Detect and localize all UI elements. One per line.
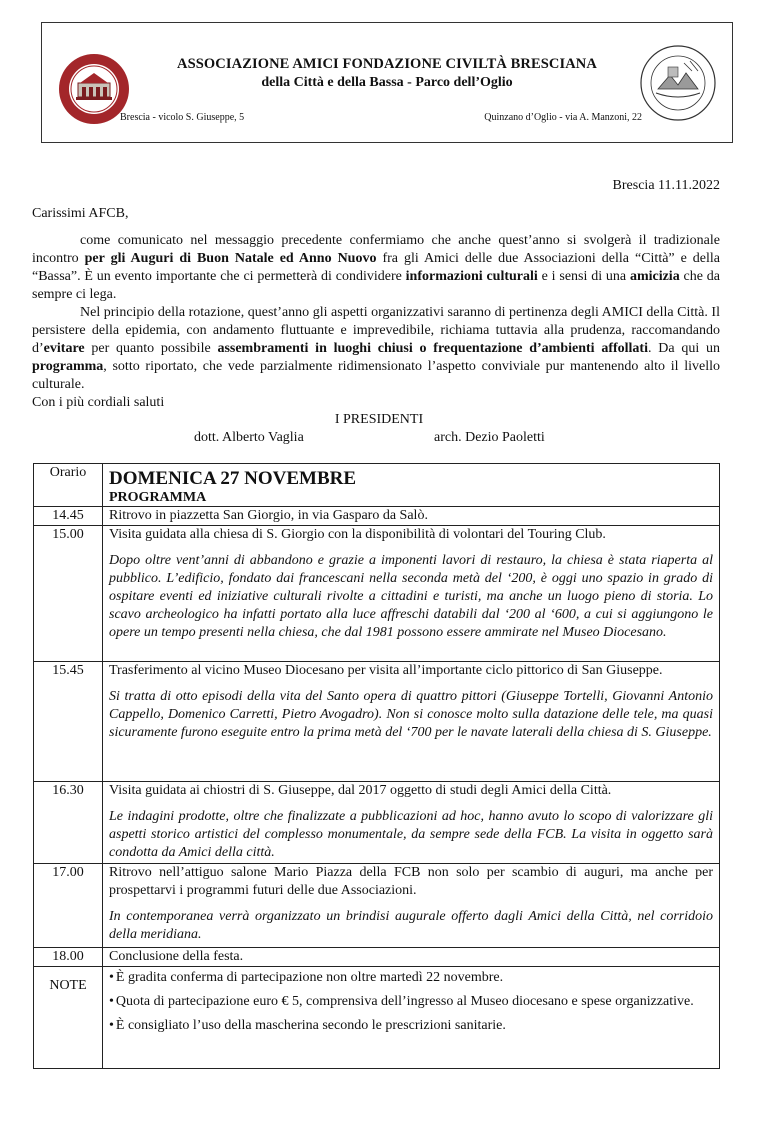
row-text: Ritrovo in piazzetta San Giorgio, in via Gasparo da Salò. [109,508,428,523]
row-description [103,948,720,967]
p2-bold-gatherings: assembramenti in luoghi chiusi o frequentazione d’ambienti affollati [217,341,648,356]
row-text: Trasferimento al vicino Museo Diocesano per visita all’importante ciclo pittorico di San Giuseppe. [109,663,663,678]
p1-text: e i sensi di una [537,269,630,284]
salutation: Carissimi AFCB, [32,206,129,221]
signature-paoletti: arch. Dezio Paoletti [434,430,545,445]
notes-label-text: NOTE [49,978,87,993]
p1-bold-friendship: amicizia [629,269,680,284]
note-item: • È consigliato l’uso della mascherina secondo le prescrizioni sanitarie. [109,1017,713,1035]
closing-line: Con i più cordiali saluti [32,395,165,410]
p2-text: per quanto possibile [84,341,218,356]
p2-text: , sotto riportato, che vede parzialmente ridimensionato l’aspetto conviviale pur mantenendo alto il livello culturale. [32,359,720,392]
row-time: 16.30 [34,782,103,864]
row-description [103,526,720,662]
p2-text: . Da qui un [647,341,720,356]
p1-text: come comunicato nel messaggio precedente confermiamo che anche quest’anno si svolgerà il tradizionale incontro [32,233,720,266]
table-row [34,782,720,864]
row-time: 18.00 [34,948,103,967]
event-date-title: DOMENICA 27 NOVEMBRE [109,468,357,489]
notes-row [34,967,720,1069]
row-time: 15.00 [34,526,103,662]
note-item: • Quota di partecipazione euro € 5, comprensiva dell’ingresso al Museo diocesano e spese organizzative. [109,993,713,1011]
bassa-seal-logo [640,45,716,121]
p1-text: fra gli Amici delle due Associazioni della “Città” e della “Bassa”. È un evento importante che ci permetterà di condividere [32,251,721,284]
paragraph-2 [32,304,720,394]
p2-text: Nel principio della rotazione, quest’anno gli aspetti organizzativi saranno di pertinenza degli AMICI della Città. Il persistere della epidemia, con andamento fluttuante e imprevedibile, richiama tuttavia alla prudenza, raccomandando d’ [32,305,720,356]
table-row [34,526,720,662]
program-heading-cell [103,464,720,507]
note-item: • È gradita conferma di partecipazione non oltre martedì 22 novembre. [109,969,713,987]
row-detail: In contemporanea verrà organizzato un brindisi augurale offerto dagli Amici della Città, nel corridoio della meridiana. [109,909,713,942]
row-description [103,662,720,782]
table-row [34,948,720,967]
notes-list [103,967,720,1069]
row-detail: Si tratta di otto episodi della vita del Santo opera di quattro pittori (Giuseppe Tortelli, Giovanni Antonio Cappello, Domenico Carretti, Pietro Avogadro). Non si conosce molto sulla datazione delle tele, ma quasi sicuramente furono eseguite entro la prima metà del ‘700 per le navate laterali della chiesa di S. Giuseppe. [109,689,713,740]
table-row [34,507,720,526]
p1-text: che da sempre ci lega. [32,269,720,302]
table-row [34,864,720,948]
association-name: ASSOCIAZIONE AMICI FONDAZIONE CIVILTÀ BRESCIANA [177,56,597,72]
signature-vaglia: dott. Alberto Vaglia [194,430,304,445]
paragraph-1 [32,232,720,304]
table-row [34,662,720,782]
p1-bold-culture: informazioni culturali [405,269,538,284]
program-table [33,463,720,1069]
row-detail: Dopo oltre vent’anni di abbandono e grazie a imponenti lavori di restauro, la chiesa è stata riaperta al pubblico. L’edificio, fondato dai francescani nella seconda metà del ‘200, è oggi uno spazio in grado di ospitare eventi ed iniziative culturali rivolte a cittadini e turisti, ma anche un luogo pieno di storia. Lo scavo archeologico ha infatti portato alla luce affreschi databili dal ‘200 al ‘600, a cui si aggiungono le opere un tempo presenti nella chiesa, che dal 1981 possono essere ammirate nel Museo Diocesano. [109,553,713,640]
row-time: 17.00 [34,864,103,948]
p2-bold-avoid: evitare [43,341,85,356]
time-column-header: Orario [34,464,103,507]
program-label: PROGRAMMA [109,490,207,505]
row-text: Visita guidata ai chiostri di S. Giuseppe, dal 2017 oggetto di studi degli Amici della Città. [109,783,612,798]
row-time: 14.45 [34,507,103,526]
p1-bold-greetings: per gli Auguri di Buon Natale ed Anno Nuovo [84,251,377,266]
row-detail: Le indagini prodotte, oltre che finalizzate a pubblicazioni ad hoc, hanno avuto lo scopo di valorizzare gli aspetti storico artistici del complesso monumentale, da sempre sede della FCB. La visita in oggetto sarà condotta da Amici della città. [109,809,713,860]
address-brescia: Brescia - vicolo S. Giuseppe, 5 [120,112,245,123]
row-text: Conclusione della festa. [109,949,244,964]
association-subtitle: della Città e della Bassa - Parco dell’Oglio [261,75,513,90]
row-description [103,864,720,948]
address-quinzano: Quinzano d’Oglio - via A. Manzoni, 22 [484,112,642,123]
letterhead [41,22,733,143]
row-text: Visita guidata alla chiesa di S. Giorgio con la disponibilità di volontari del Touring Club. [109,527,606,542]
p2-bold-program: programma [32,359,104,374]
program-header-row [34,464,720,507]
presidents-heading: I PRESIDENTI [334,412,424,427]
row-text: Ritrovo nell’attiguo salone Mario Piazza della FCB non solo per scambio di auguri, ma anche per prospettarvi i programmi futuri delle due Associazioni. [109,865,713,898]
row-time: 15.45 [34,662,103,782]
row-description [103,782,720,864]
notes-label [34,967,103,1069]
row-description [103,507,720,526]
letter-date: Brescia 11.11.2022 [612,178,720,193]
